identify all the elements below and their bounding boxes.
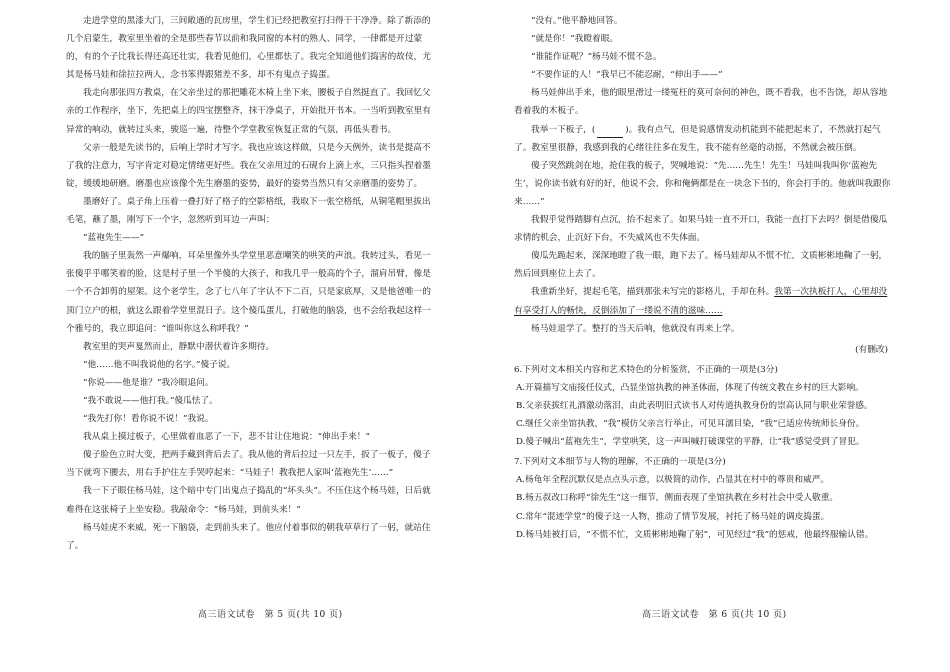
right-page-column <box>514 12 894 544</box>
question-6-option-d[interactable]: D.傻子喊出“蓝袍先生”，学堂哄笑，这一声叫喊打破课堂的平静，让“我”感觉受到了冒犯。 <box>516 437 865 448</box>
page-footer-right: 高三语文试卷 第 6 页(共 10 页) <box>642 610 787 620</box>
question-6-stem: 6.下列对文本相关内容和艺术特色的分析鉴赏，不正确的一项是(3分) <box>514 364 778 375</box>
story-paragraph: 我走向那张四方教桌，在父亲坐过的那把雕花木椅上坐下来，腰板子自然挺直了。我回忆父亲的工作程序，坐下，先把桌上的四宝摆整齐，抹干净桌子，开始批开书本。一当听到教室里有异常的响动，就转过头来，骏巡一遍，待整个学堂教室恢复正常的气氛，再低头看书。 <box>66 88 431 135</box>
story-paragraph: 教室里的哭声戛然而止，静默中潜伏着许多期待。 <box>83 341 275 352</box>
dialogue-line: “没有。”他平静地回答。 <box>531 16 623 26</box>
answer-blank[interactable] <box>597 126 623 138</box>
question-6-option-b[interactable]: B.父亲获拔红礼酒激动落泪，由此表明旧式读书人对传道执教身份的崇高认同与职业荣誉感。 <box>516 400 873 411</box>
question-6-option-a[interactable]: A.开篇描写文庙接任仪式，凸显坐馆执教的神圣体面，体现了传统文教在乡村的巨大影响。 <box>516 382 864 393</box>
story-paragraph: 墨磨好了。桌子角上压着一叠打好了格子的空影格纸，我取下一张空格纸，从铜笔帽里拔出毛笔，蘸了墨，刚写下一个字，忽然听到耳边一声叫： <box>66 196 431 226</box>
story-paragraph: 傻瓜先跪起来，深深地瞪了我一眼，跑下去了。杨马娃却从不慌不忙，文质彬彬地鞠了一躬，然后回到座位上去了。 <box>514 251 888 280</box>
story-paragraph: 杨马娃退学了。整打的当天后响，他就没有再来上学。 <box>531 323 740 334</box>
dialogue-line: “不要作证的人！”我早已不能忍耐，“伸出手——” <box>531 70 723 81</box>
dialogue-line: “你说——他是谁？”我冷眼追问。 <box>83 377 214 388</box>
left-page-column <box>66 12 438 555</box>
dialogue-line: “就是你！”我瞪着眼。 <box>531 34 619 45</box>
story-paragraph: “蓝袍先生——” <box>83 233 145 244</box>
dialogue-line: “我不敢说——他打我。”傻瓜怯了。 <box>83 395 218 406</box>
question-7-stem: 7.下列对文本细节与人物的理解，不正确的一项是(3分) <box>514 457 726 468</box>
story-paragraph: 傻子脸色立时大变，把两手藏到背后去了。我从他的背后拉过一只左手，扳了一板子，傻子当下就弯下腰去，用右手护住左手哭哼起来：“马娃子！教我把人家叫‘蓝袍先生’……” <box>66 450 431 479</box>
question-7-option-a[interactable]: A.杨龟年全程沉默仅是点点头示意，以极简的动作，凸显其在村中的尊贵和威严。 <box>516 475 830 486</box>
story-paragraph: 傻子突然跳剑在地，抢住我的板子，哭喊地说：“先……先生！先生！马娃叫我叫你‘蓝袍先生’，说你读书就有好的好，他说不会，你和俺俩都是在一块念下书的，你会打手的。他就叫我跟你来……” <box>514 160 891 207</box>
story-paragraph <box>514 283 894 319</box>
dialogue-line: “谁能作证呢？”杨马娃不慌不急。 <box>531 52 662 63</box>
story-paragraph-with-blank: 我举一下板子，( )。我有点气，但是说感情发动机能到不能把起来了，不然就打起气了。教室里很静，我感到我的心绪往往多在发生，我不能有丝毫的动摇，不然就会被压倒。 <box>514 124 881 153</box>
abridged-note: (有删改) <box>855 344 888 355</box>
story-paragraph: 杨马娃虎不来威，死一下脑袋，走到前头来了。他应付着事似的朝我草草行了一躬，就站住了。 <box>66 522 431 551</box>
question-6-option-c[interactable]: C.继任父亲坐馆执教，“我”模仿父亲言行举止，可见耳濡目染，“我”已适应传统师长身份。 <box>516 419 865 430</box>
question-7-option-d[interactable]: D.杨马娃被打后，“不慌不忙，文质彬彬地鞠了躬”，可见经过“我”的惩戒，他最终服输认错。 <box>516 529 874 540</box>
question-7-option-b[interactable]: B.杨五叔改口称呼“徐先生”这一细节，侧面表现了坐馆执教在乡村社会中受人敬重。 <box>516 493 839 504</box>
story-paragraph: 父亲一般是先读书的，后响上学时才写字。我也应该这样做，只是今天例外，读书是提高不了我的注意力，写字肯定对稳定情绪更好些。我在父亲用过的石砚台上滴上水，三只指头捏着墨锭，缓缓地研磨。磨墨也应该像个先生磨墨的姿势，最好的姿势当然只有父亲磨墨的姿势了。 <box>66 142 431 189</box>
story-text: 我举一下板子， <box>531 124 592 135</box>
story-paragraph: 走进学堂的黑漆大门，三间敞通的瓦房里，学生们已经把教室打扫得干干净净。除了新添的几个启蒙生，教室里坐着的全是那些春节以前和我同窗的本村的熟人、同学，一律都是开过蒙的，有的个子比我长得还高还壮实，我看见他们，心里都怯了。我完全知道他们捣害的故伎，尤其是杨马娃和徐拉拉两人，念书笨得跟猪差不多，却不有鬼点子捣蛋。 <box>66 16 431 81</box>
dialogue-line: “他……他不叫我说他的名字。”傻子说。 <box>83 359 236 370</box>
underlined-sentence: 我第一次执板打人，心里却没有享受打人的畅快，反倒添加了一缕说不清的滋味…… <box>514 287 888 316</box>
story-paragraph: 我假乎觉得踏脚有点沉，抬不起来了。如果马娃一直不开口，我能一直打下去吗？倒是借傻瓜求情的机会，止沉好下台，不失威风也不失体面。 <box>514 215 888 244</box>
story-paragraph: 我的脑子里轰然一声爆响，耳朵里像外头学堂里恶意嘲笑的哄笑的声浪。我转过头，看见一张傻乎乎哪笑着的脸，这是村子里一个半傻的大孩子，和我几乎一般高的个子，溜肩吊臂，像是一个不合卸剪的屋架。这个老学生，念了七八年了字认不下二百，只是家底厚，又是他爸唯一的顶门立户的根，就这么跟着学堂里混日子。这个傻瓜蛋儿，打破他的脑袋，也不会给我起这样一个雅号的，我立即追问：“谁叫你这么称呼我？” <box>66 251 431 334</box>
story-paragraph: 我从桌上摸过板子，心里做着血恶了一下，悲不甘让住地说：“伸出手来！” <box>83 432 370 443</box>
story-text: 。我有点气，但是说感情发动机能到不能把起来了，不然就打起气了。教室里很静，我感到我的心绪往往多在发生，我不能有丝毫的动摇，不然就会被压倒。 <box>514 124 881 153</box>
question-7-option-c[interactable]: C.常年“混迹学堂”的傻子这一人物，推动了情节发展，衬托了杨马娃的调皮捣蛋。 <box>516 511 830 522</box>
story-paragraph: 杨马娃伸出手来，他的眼里滑过一缕冤枉的莫可奈何的神色，既不看我，也不告饶，却从容地看着我的木板子。 <box>514 88 888 117</box>
dialogue-line: “我先打你！看你说不说！”我说。 <box>83 414 214 425</box>
story-text: 我重新坐好，提起毛笔，描到那张未写完的影格儿，手却在科。 <box>531 287 775 298</box>
story-paragraph: 我一下子眼住杨马娃，这个暗中专门出鬼点子捣乱的“坏头头”。不压住这个杨马娃，日后就难得在这张椅子上坐安稳。我敲命令：“杨马娃，到前头来！” <box>66 486 431 515</box>
page-footer-left: 高三语文试卷 第 5 页(共 10 页) <box>198 610 343 620</box>
